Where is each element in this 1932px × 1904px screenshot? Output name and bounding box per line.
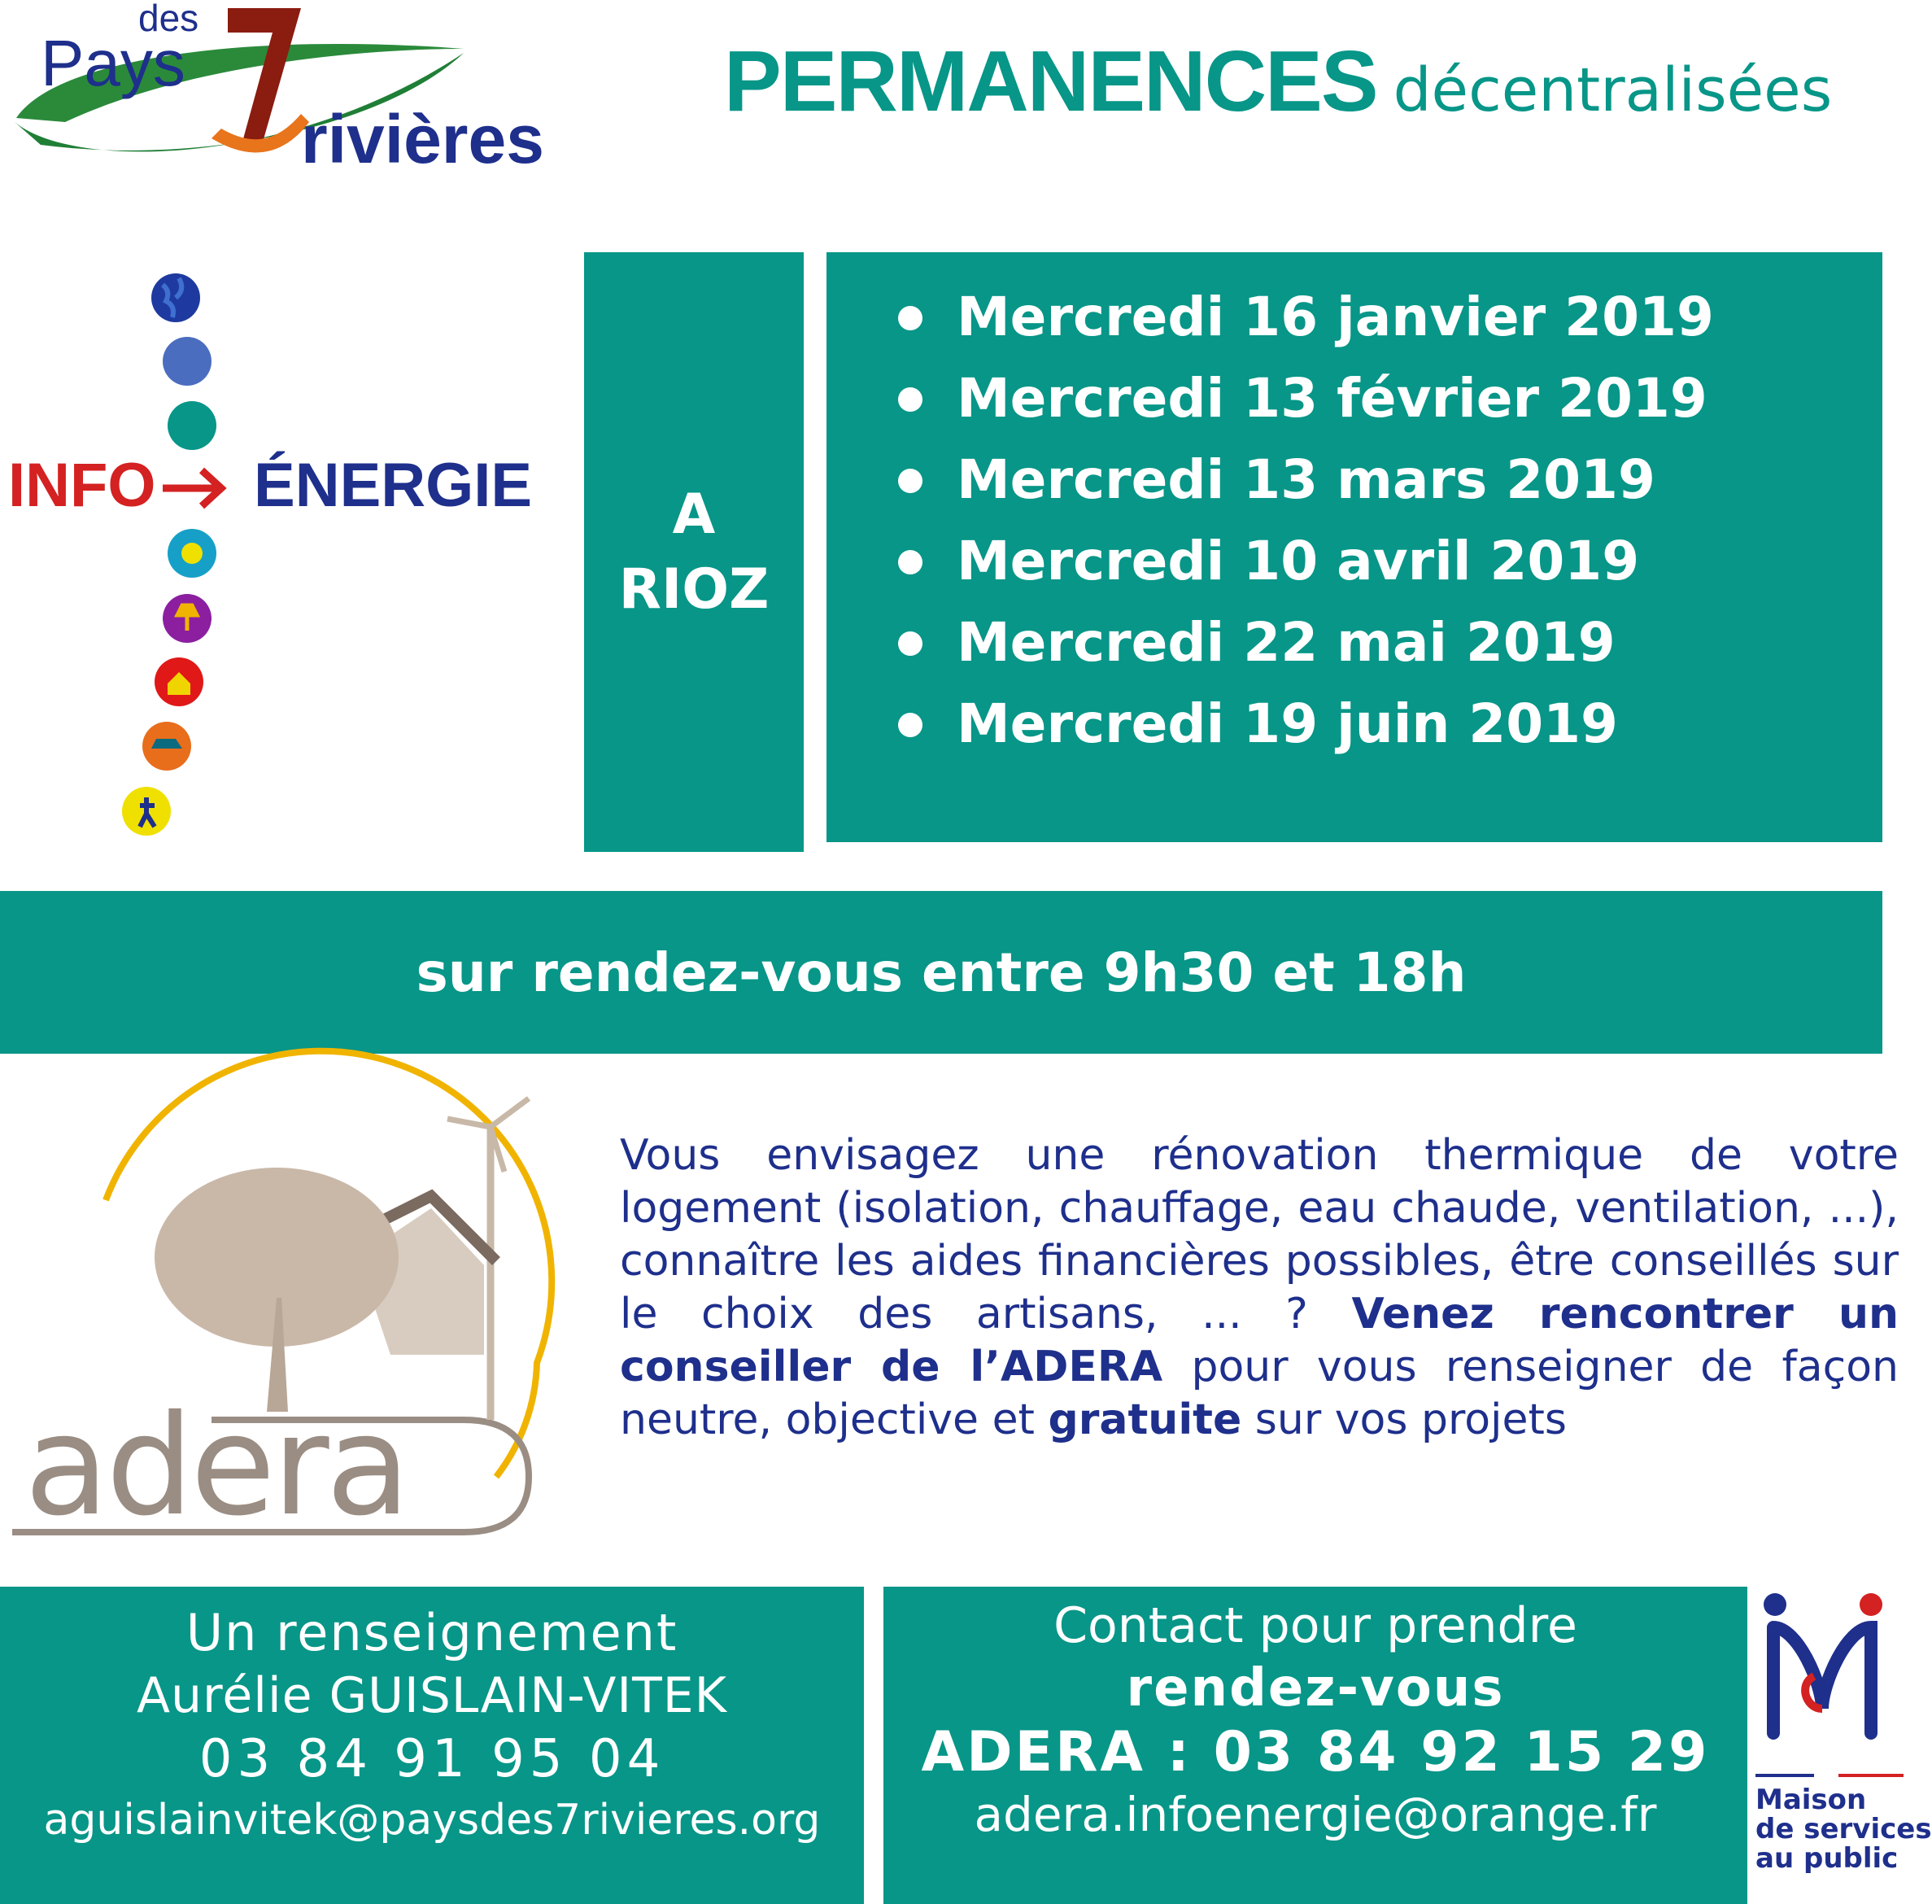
- date-item: [892, 683, 1882, 765]
- date-item: [892, 521, 1882, 602]
- info-contact-box: [0, 1587, 864, 1904]
- maison-label: [1755, 1785, 1932, 1873]
- bullet-icon: [898, 713, 922, 737]
- logo-word-pays: Pays: [41, 27, 185, 99]
- logo-word-des: des: [138, 0, 199, 39]
- bullet-icon: [898, 469, 922, 493]
- maison-line-2: de services: [1755, 1813, 1932, 1845]
- arrow-right-icon: [163, 470, 221, 506]
- logo-word-rivieres: rivières: [301, 101, 544, 177]
- page-title: [724, 33, 1832, 130]
- appointment-banner: [0, 891, 1882, 1054]
- appointment-heading: Contact pour prendre: [1053, 1597, 1577, 1654]
- paragraph-text-3: sur vos projets: [1241, 1395, 1567, 1444]
- location-line-1: A: [672, 482, 716, 547]
- date-text: Mercredi 22 mai 2019: [957, 611, 1616, 674]
- energie-text: ÉNERGIE: [254, 451, 533, 520]
- appointment-subheading: rendez-vous: [1126, 1658, 1505, 1718]
- adera-logo: [8, 1094, 578, 1547]
- info-heading: Un renseignement: [185, 1603, 678, 1662]
- blue-dot-icon: [163, 337, 212, 386]
- maison-line-1: Maison: [1755, 1784, 1867, 1816]
- contact-phone: 03 84 91 95 04: [198, 1729, 665, 1789]
- adera-phone: ADERA : 03 84 92 15 29: [921, 1720, 1710, 1784]
- bullet-icon: [898, 550, 922, 574]
- adera-email-link[interactable]: adera.infoenergie@orange.fr: [974, 1787, 1657, 1842]
- dates-list: [826, 252, 1882, 765]
- date-text: Mercredi 13 février 2019: [957, 367, 1707, 430]
- adera-wordmark: adera: [24, 1386, 408, 1547]
- date-text: Mercredi 10 avril 2019: [957, 530, 1640, 592]
- info-text: INFO: [8, 451, 156, 520]
- contact-email-link[interactable]: aguislainvitek@paysdes7rivieres.org: [43, 1796, 821, 1845]
- date-item: [892, 439, 1882, 521]
- banner-text: sur rendez-vous entre 9h30 et 18h: [416, 941, 1467, 1004]
- date-text: Mercredi 16 janvier 2019: [957, 286, 1714, 348]
- paragraph-text-2: pour vous renseigner de façon neutre, objective et: [620, 1343, 1899, 1444]
- dates-box: [826, 252, 1882, 842]
- date-item: [892, 277, 1882, 358]
- bullet-icon: [898, 387, 922, 412]
- bullet-icon: [898, 306, 922, 330]
- teal-dot-icon: [168, 401, 216, 450]
- title-light: décentralisées: [1393, 55, 1833, 125]
- date-text: Mercredi 13 mars 2019: [957, 448, 1655, 511]
- bullet-icon: [898, 631, 922, 656]
- location-line-2: RIOZ: [618, 557, 770, 622]
- date-item: [892, 358, 1882, 439]
- location-box: [584, 252, 804, 852]
- maison-line-3: au public: [1755, 1842, 1899, 1875]
- title-bold: PERMANENCES: [724, 33, 1377, 129]
- date-item: [892, 602, 1882, 683]
- info-energie-logo: [0, 260, 569, 846]
- contact-person-name: Aurélie GUISLAIN-VITEK: [136, 1667, 728, 1724]
- date-text: Mercredi 19 juin 2019: [957, 692, 1618, 755]
- description-paragraph: [620, 1129, 1899, 1447]
- maison-services-logo: [1749, 1587, 1932, 1904]
- paragraph-bold-call: Venez rencontrer un conseiller de l’ADERA: [620, 1290, 1899, 1391]
- paragraph-text-1: Vous envisagez une rénovation thermique de votre logement (isolation, chauffage, eau chaude, ventilation, ...), connaître les aides financières possibles, être conseillés sur le choix des artisans, ... ?: [620, 1131, 1899, 1338]
- appointment-contact-box: [883, 1587, 1747, 1904]
- pays-des-7-rivieres-logo: [8, 0, 553, 175]
- paragraph-bold-gratuite: gratuite: [1048, 1395, 1242, 1444]
